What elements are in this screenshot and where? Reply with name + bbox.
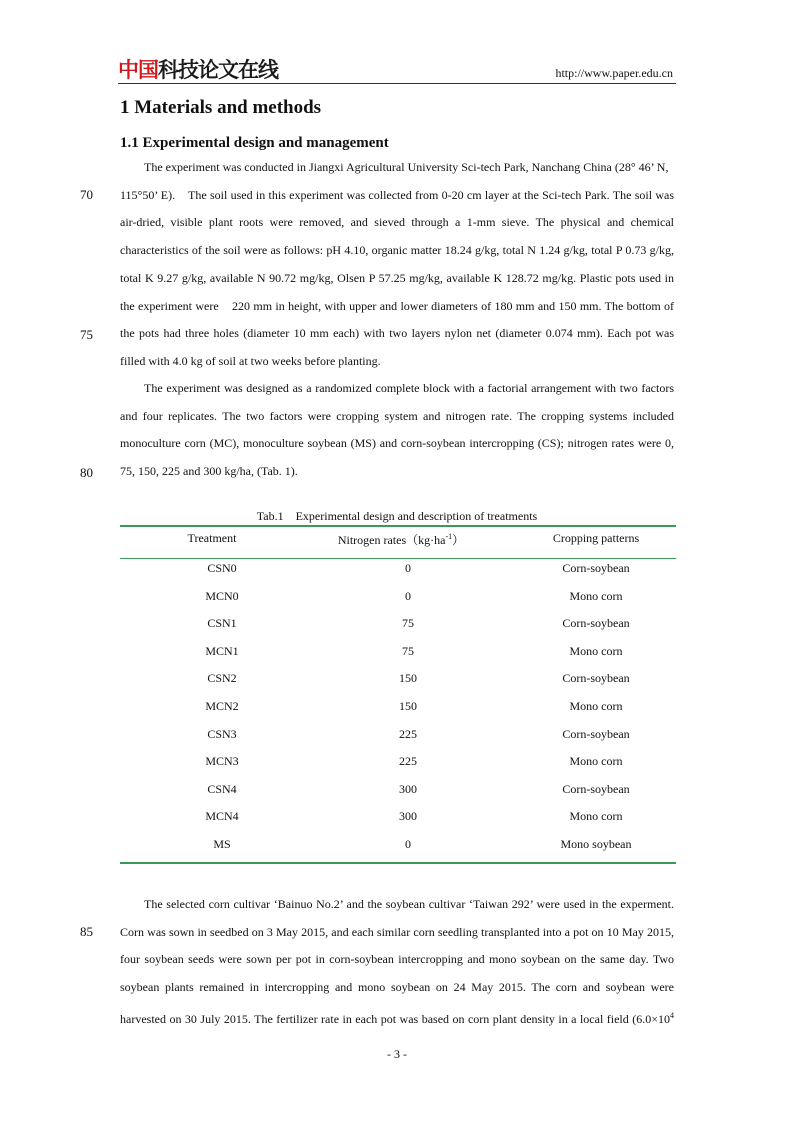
cell-treatment: CSN2 — [207, 671, 237, 686]
text-line: total K 9.27 g/kg, available N 90.72 mg/kg, Olsen P 57.25 mg/kg, available K 128.72 mg/kg. Plastic pots used in — [120, 270, 674, 285]
cell-nitrogen: 0 — [405, 837, 411, 851]
cell-nitrogen: 150 — [399, 671, 417, 686]
cell-treatment: MCN4 — [205, 809, 239, 824]
cell-nitrogen: 150 — [399, 699, 417, 713]
cell-nitrogen: 300 — [399, 809, 417, 824]
text-line: four soybean seeds were sown per pot in corn-soybean intercropping and mono soybean on the same day. Two — [120, 952, 674, 967]
cell-cropping: Corn-soybean — [562, 726, 630, 741]
cell-cropping: Corn-soybean — [562, 781, 630, 796]
line-number: 85 — [80, 924, 93, 939]
section-title: 1 Materials and methods — [120, 97, 322, 118]
text-line: Corn was sown in seedbed on 3 May 2015, and each similar corn seedling transplanted into a pot on 10 May 2015, — [120, 924, 674, 939]
subsection-title: 1.1 Experimental design and management — [120, 135, 389, 151]
cell-treatment: MCN2 — [205, 699, 239, 713]
table-top-rule — [120, 525, 676, 527]
text-line: harvested on 30 July 2015. The fertilizer rate in each pot was based on corn plant density in a local field (6.0×10 — [120, 1011, 670, 1026]
paragraph-2 — [120, 375, 674, 486]
table-header-rule — [120, 558, 676, 559]
cell-cropping: Mono corn — [569, 754, 623, 769]
cell-nitrogen: 0 — [405, 561, 411, 575]
header-nitrogen-rates — [326, 531, 476, 548]
superscript: 4 — [670, 1010, 674, 1020]
cell-cropping: Corn-soybean — [562, 616, 630, 631]
header-cropping: Cropping patterns — [552, 531, 640, 545]
cell-nitrogen: 0 — [405, 588, 411, 603]
cell-nitrogen: 75 — [402, 616, 414, 631]
text-line: The selected corn cultivar ‘Bainuo No.2’ and the soybean cultivar ‘Taiwan 292’ were used in the experment. — [144, 897, 674, 911]
line-number: 75 — [80, 327, 93, 342]
cell-treatment: CSN0 — [207, 561, 237, 575]
header-nitrogen-sup: -1 — [445, 532, 453, 541]
paragraph-1 — [120, 154, 674, 376]
page-number: - 3 - — [387, 1047, 407, 1061]
cell-cropping: Mono soybean — [560, 837, 632, 851]
cell-cropping: Corn-soybean — [562, 671, 630, 686]
cell-treatment: CSN3 — [207, 726, 237, 741]
text-line: The experiment was conducted in Jiangxi Agricultural University Sci-tech Park, Nanchang China (28° 46’ N, — [144, 160, 669, 174]
table-caption: Tab.1 Experimental design and description of treatments — [256, 509, 538, 523]
logo-red-text: 中国 — [118, 58, 158, 82]
cell-treatment: MS — [213, 837, 231, 851]
line-number: 70 — [80, 187, 93, 202]
cell-cropping: Mono corn — [569, 643, 623, 658]
cell-treatment: CSN4 — [207, 781, 237, 796]
cell-cropping: Mono corn — [569, 809, 623, 824]
text-line: the pots had three holes (diameter 10 mm each) with two layers nylon net (diameter 0.074 mm). Each pot was — [120, 326, 674, 341]
line-number: 80 — [80, 465, 93, 480]
cell-cropping: Mono corn — [569, 699, 623, 713]
header-nitrogen-close: ） — [452, 533, 465, 547]
header-rule — [118, 83, 676, 84]
cell-treatment: MCN3 — [205, 754, 239, 769]
text-line: air-dried, visible plant roots were removed, and sieved through a 1-mm sieve. The physical and chemical — [120, 215, 674, 230]
table-bottom-rule — [120, 862, 676, 864]
cell-cropping: Corn-soybean — [562, 561, 630, 575]
cell-treatment: MCN1 — [205, 643, 239, 658]
text-line: the experiment were 220 mm in height, with upper and lower diameters of 180 mm and 150 mm. The bottom of — [120, 298, 674, 313]
text-line: soybean plants remained in intercropping and mono soybean on 24 May 2015. The corn and soybean were — [120, 980, 674, 995]
text-line: characteristics of the soil were as follows: pH 4.10, organic matter 18.24 g/kg, total N 1.24 g/kg, total P 0.73 g/kg, — [120, 243, 674, 258]
text-line-last — [120, 1002, 674, 1034]
cell-treatment: MCN0 — [205, 588, 239, 603]
paragraph-3 — [120, 891, 674, 1034]
text-line: and four replicates. The two factors were cropping system and nitrogen rate. The cropping systems included — [120, 408, 674, 423]
header-url[interactable]: http://www.paper.edu.cn — [555, 66, 673, 80]
cell-treatment: CSN1 — [207, 616, 237, 631]
header-treatment: Treatment — [187, 531, 237, 545]
cell-nitrogen: 75 — [402, 643, 414, 658]
text-line: 75, 150, 225 and 300 kg/ha, (Tab. 1). — [120, 464, 298, 479]
text-line: monoculture corn (MC), monoculture soybean (MS) and corn-soybean intercropping (CS); nitrogen rates were 0, — [120, 436, 674, 451]
text-line: filled with 4.0 kg of soil at two weeks before planting. — [120, 353, 381, 368]
logo-black-text: 科技论文在线 — [158, 58, 278, 82]
cell-nitrogen: 225 — [399, 754, 417, 769]
text-line: The experiment was designed as a randomized complete block with a factorial arrangement with two factors — [144, 381, 674, 395]
header-nitrogen-text: Nitrogen rates（kg·ha — [337, 533, 446, 547]
cell-cropping: Mono corn — [569, 588, 623, 603]
text-line: 115°50’ E). The soil used in this experiment was collected from 0-20 cm layer at the Sci-tech Park. The soil was — [120, 187, 674, 202]
cell-nitrogen: 300 — [399, 781, 417, 796]
cell-nitrogen: 225 — [399, 726, 417, 741]
journal-logo — [118, 58, 278, 82]
